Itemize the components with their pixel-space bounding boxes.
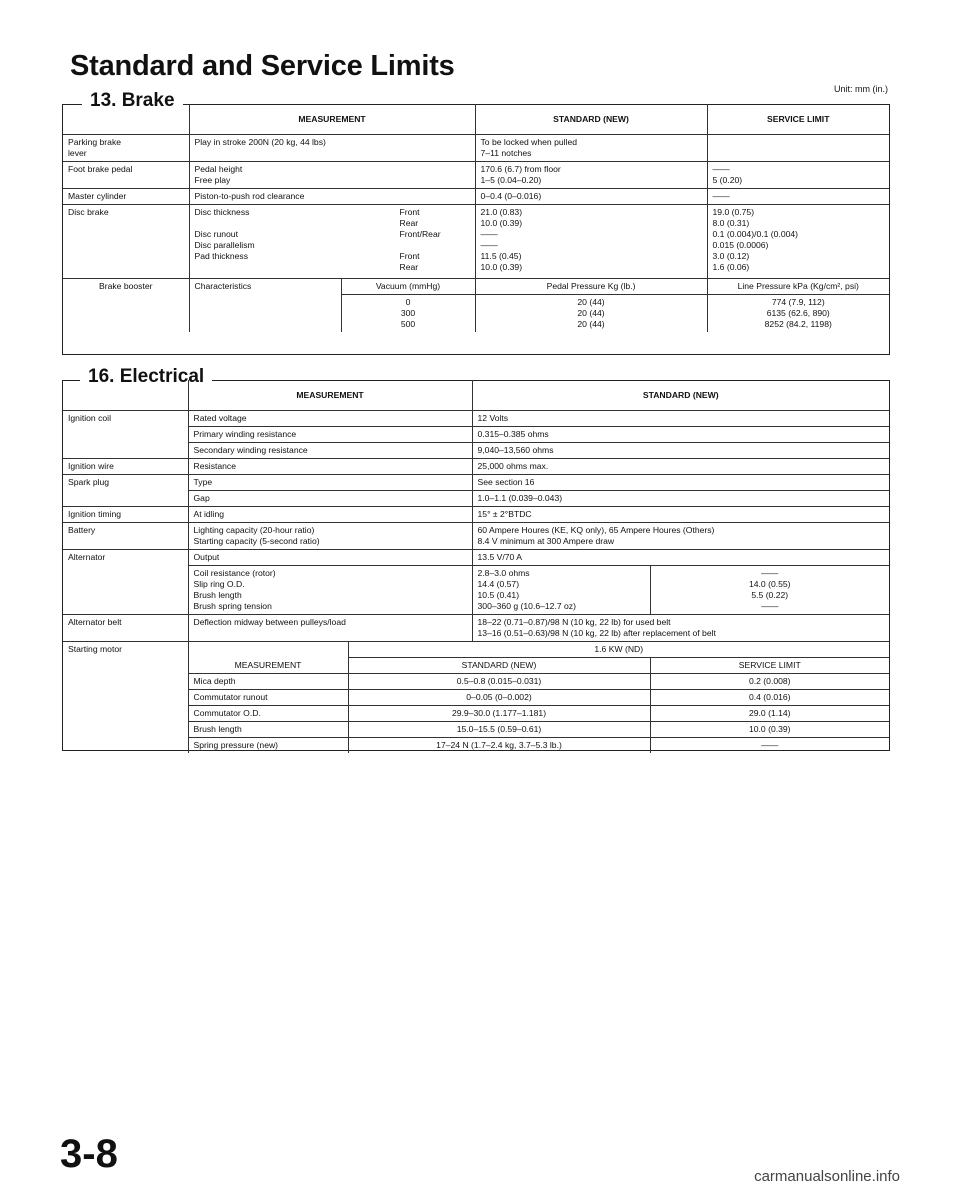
table-row: [63, 189, 889, 205]
row-measurement: Secondary winding resistance: [188, 443, 472, 459]
brake-table: [63, 104, 889, 332]
booster-col-line: Line Pressure kPa (Kg/cm², psi): [707, 279, 889, 295]
row-service: 0.4 (0.016): [650, 690, 889, 706]
row-measurement: At idling: [188, 507, 472, 523]
row-standard: 1.0–1.1 (0.039–0.043): [472, 491, 889, 507]
row-standard: 25,000 ohms max.: [472, 459, 889, 475]
row-service: 29.0 (1.14): [650, 706, 889, 722]
electrical-col-standard: STANDARD (NEW): [472, 380, 889, 411]
table-row: [63, 459, 889, 475]
booster-vacuum-values: 0 300 500: [341, 295, 475, 333]
row-measurement: Play in stroke 200N (20 kg, 44 lbs): [189, 135, 475, 162]
row-standard: 170.6 (6.7) from floor 1–5 (0.04–0.20): [475, 162, 707, 189]
row-label: Master cylinder: [63, 189, 189, 205]
row-standard: 0.5–0.8 (0.015–0.031): [348, 674, 650, 690]
starter-col-service: SERVICE LIMIT: [650, 658, 889, 674]
row-measurement: Piston-to-push rod clearance: [189, 189, 475, 205]
row-measurement: Commutator runout: [188, 690, 348, 706]
row-measurement: Gap: [188, 491, 472, 507]
row-standard: See section 16: [472, 475, 889, 491]
row-measurement: Deflection midway between pulleys/load: [188, 615, 472, 642]
starter-col-measurement: MEASUREMENT: [188, 642, 348, 674]
row-measurement: Mica depth: [188, 674, 348, 690]
row-label: Spark plug: [63, 475, 188, 507]
table-row: [63, 642, 889, 658]
booster-header-row: [63, 279, 889, 295]
brake-col-service: SERVICE LIMIT: [707, 104, 889, 135]
row-label: Battery: [63, 523, 188, 550]
row-measurement: Resistance: [188, 459, 472, 475]
table-row: [63, 475, 889, 491]
brake-heading: 13. Brake: [82, 90, 183, 112]
table-row: [63, 162, 889, 189]
table-row: [63, 550, 889, 566]
row-service: ——: [707, 189, 889, 205]
row-label: Foot brake pedal: [63, 162, 189, 189]
row-standard: To be locked when pulled 7–11 notches: [475, 135, 707, 162]
row-service: 10.0 (0.39): [650, 722, 889, 738]
unit-note: Unit: mm (in.): [834, 84, 888, 94]
row-service: —— 5 (0.20): [707, 162, 889, 189]
row-service: 0.2 (0.008): [650, 674, 889, 690]
row-measurement: Primary winding resistance: [188, 427, 472, 443]
row-measurement: Type: [188, 475, 472, 491]
row-service: ——: [650, 738, 889, 754]
row-standard: 0.315–0.385 ohms: [472, 427, 889, 443]
table-row: [63, 205, 889, 279]
row-standard: 9,040–13,560 ohms: [472, 443, 889, 459]
table-row: [63, 411, 889, 427]
electrical-heading: 16. Electrical: [80, 366, 212, 388]
page-title: Standard and Service Limits: [70, 50, 455, 82]
page-number: 3-8: [60, 1132, 118, 1176]
row-standard: 0–0.05 (0–0.002): [348, 690, 650, 706]
electrical-header-row: [63, 380, 889, 411]
row-label: Ignition timing: [63, 507, 188, 523]
row-standard: 0–0.4 (0–0.016): [475, 189, 707, 205]
row-label: Disc brake: [63, 205, 189, 279]
row-label: Ignition coil: [63, 411, 188, 459]
row-measurement: Lighting capacity (20-hour ratio) Starting capacity (5-second ratio): [188, 523, 472, 550]
row-measurement: Brush length: [188, 722, 348, 738]
electrical-col-measurement: MEASUREMENT: [188, 380, 472, 411]
row-standard: 15° ± 2°BTDC: [472, 507, 889, 523]
booster-line-values: 774 (7.9, 112) 6135 (62.6, 890) 8252 (84.2, 1198): [707, 295, 889, 333]
row-standard: 17–24 N (1.7–2.4 kg, 3.7–5.3 lb.): [348, 738, 650, 754]
row-measurement: Rated voltage: [188, 411, 472, 427]
electrical-frame: [62, 380, 890, 751]
row-measurement: Commutator O.D.: [188, 706, 348, 722]
watermark: carmanualsonline.info: [754, 1168, 900, 1185]
table-row: [63, 615, 889, 642]
booster-pedal-values: 20 (44) 20 (44) 20 (44): [475, 295, 707, 333]
row-measurement: Spring pressure (new): [188, 738, 348, 754]
disc-positions: Front Rear Front/Rear Front Rear: [399, 207, 441, 272]
table-row: [63, 135, 889, 162]
booster-characteristics: Characteristics: [189, 279, 341, 333]
row-measurement: Output: [188, 550, 472, 566]
row-label: Alternator belt: [63, 615, 188, 642]
electrical-table: [63, 380, 889, 753]
row-service: [707, 135, 889, 162]
row-measurement: Coil resistance (rotor) Slip ring O.D. Brush length Brush spring tension: [188, 566, 472, 615]
disc-measurements: Disc thickness Disc runout Disc parallelism Pad thickness: [194, 207, 255, 261]
brake-col-standard: STANDARD (NEW): [475, 104, 707, 135]
table-row: [63, 507, 889, 523]
row-service: —— 14.0 (0.55) 5.5 (0.22) ——: [650, 566, 889, 615]
brake-header-row: [63, 104, 889, 135]
row-standard: 29.9–30.0 (1.177–1.181): [348, 706, 650, 722]
brake-frame: [62, 104, 890, 355]
starter-col-standard: STANDARD (NEW): [348, 658, 650, 674]
row-measurement: Pedal height Free play: [189, 162, 475, 189]
row-label: Starting motor: [63, 642, 188, 754]
row-label: Parking brake lever: [63, 135, 189, 162]
row-standard: 13.5 V/70 A: [472, 550, 889, 566]
row-standard: 18–22 (0.71–0.87)/98 N (10 kg, 22 lb) for used belt 13–16 (0.51–0.63)/98 N (10 kg, 22 lb) after replacement of belt: [472, 615, 889, 642]
row-standard: 15.0–15.5 (0.59–0.61): [348, 722, 650, 738]
row-measurement: [189, 205, 475, 279]
booster-col-pedal: Pedal Pressure Kg (lb.): [475, 279, 707, 295]
row-standard: 60 Ampere Houres (KE, KQ only), 65 Ampere Houres (Others) 8.4 V minimum at 300 Ampere draw: [472, 523, 889, 550]
row-standard: 21.0 (0.83) 10.0 (0.39) —— —— 11.5 (0.45) 10.0 (0.39): [475, 205, 707, 279]
row-standard: 2.8–3.0 ohms 14.4 (0.57) 10.5 (0.41) 300–360 g (10.6–12.7 oz): [472, 566, 650, 615]
starter-rating: 1.6 KW (ND): [348, 642, 889, 658]
row-label: Alternator: [63, 550, 188, 615]
row-label: Brake booster: [63, 279, 189, 333]
row-label: Ignition wire: [63, 459, 188, 475]
booster-col-vacuum: Vacuum (mmHg): [341, 279, 475, 295]
brake-col-measurement: MEASUREMENT: [189, 104, 475, 135]
row-standard: 12 Volts: [472, 411, 889, 427]
table-row: [63, 523, 889, 550]
row-service: 19.0 (0.75) 8.0 (0.31) 0.1 (0.004)/0.1 (0.004) 0.015 (0.0006) 3.0 (0.12) 1.6 (0.06): [707, 205, 889, 279]
